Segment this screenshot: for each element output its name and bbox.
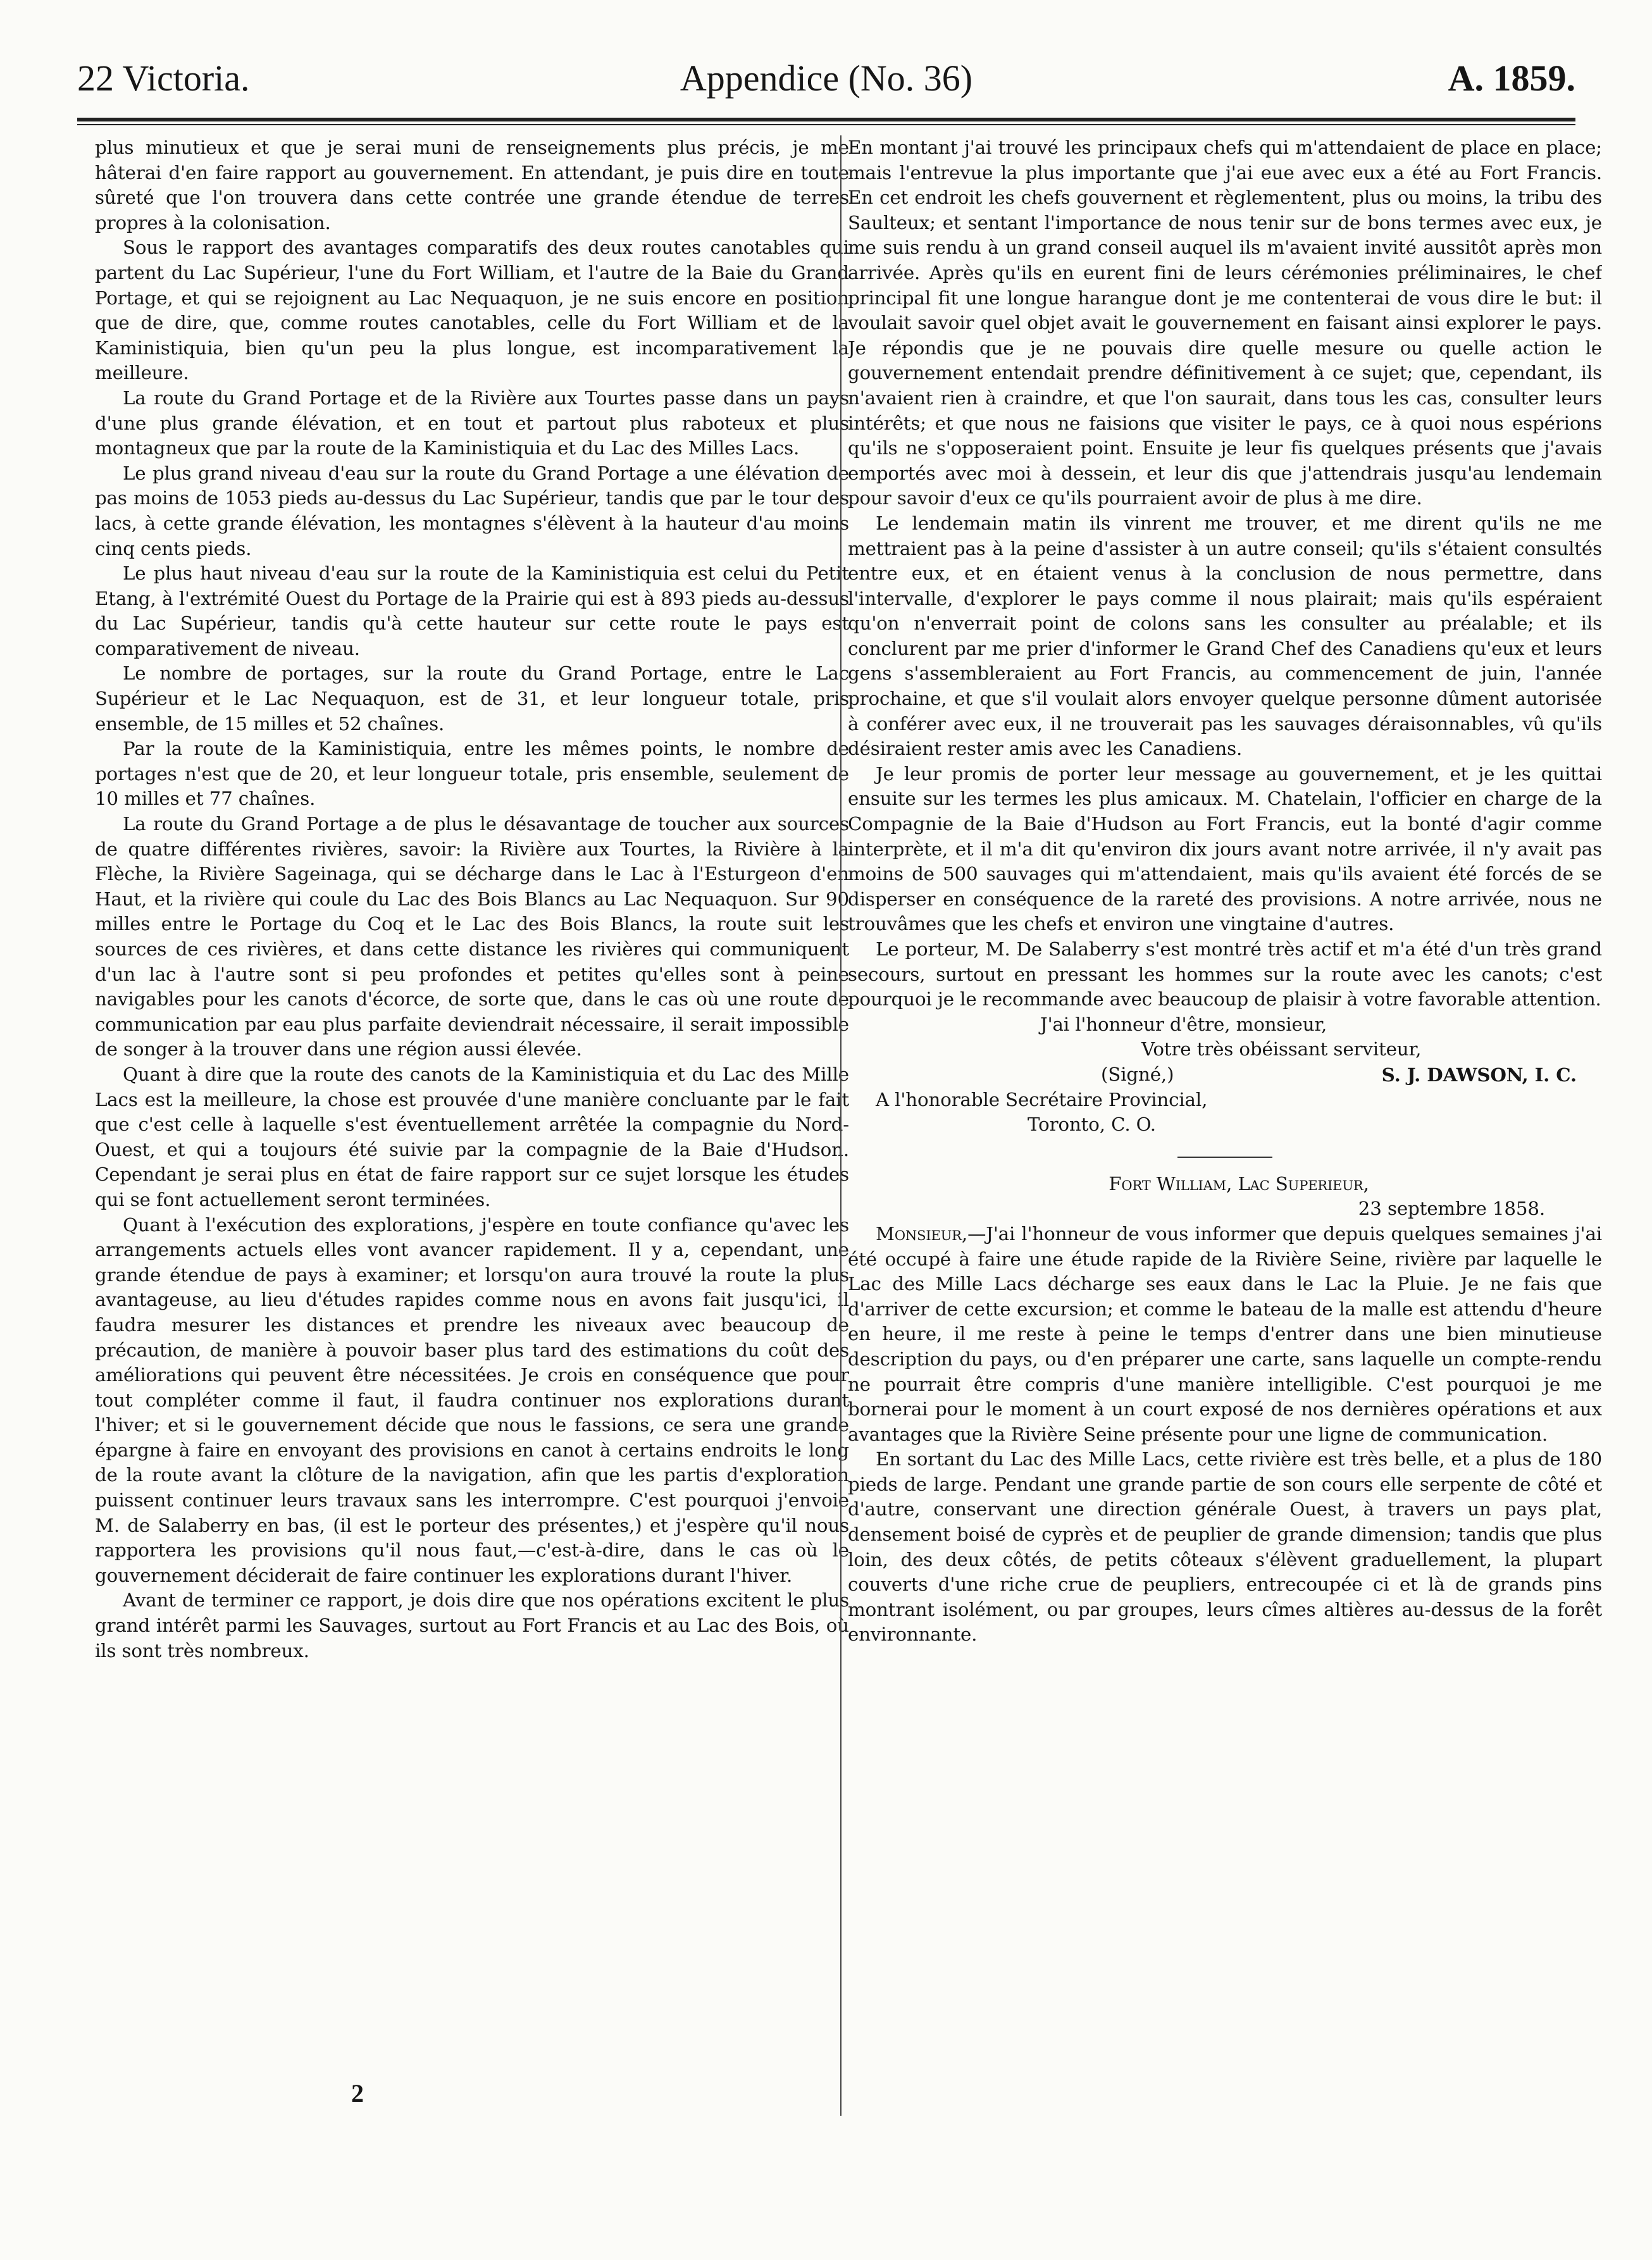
header-session: 22 Victoria. [77, 58, 250, 99]
letter-date: 23 septembre 1858. [1358, 1198, 1545, 1220]
running-header [77, 57, 1575, 108]
paragraph: Quant à dire que la route des canots de la Kaministiquia et du Lac des Mille Lacs est la meilleure, la chose est prouvée d'une manière concluante par le fait que c'est celle à laquelle s'est éventuellement arrêtée la compagnie du Nord-Ouest, et qui a toujours été suivie par la compagnie de la Baie d'Hudson. Cependant je serai plus en état de faire rapport sur ce sujet lorsque les études qui se font actuellement seront terminées. [95, 1063, 849, 1210]
column-divider [840, 135, 842, 2116]
closing-servant: Votre très obéissant serviteur, [1141, 1038, 1422, 1060]
paragraph: plus minutieux et que je serai muni de renseignements plus précis, je me hâterai d'en faire rapport au gouvernement. En attendant, je puis dire en toute sûreté que l'on trouvera dans cette contrée une grande étendue de terres propres à la colonisation. [95, 137, 849, 233]
paragraph: En montant j'ai trouvé les principaux chefs qui m'attendaient de place en place; mais l'entrevue la plus importante que j'ai eue avec eux a été au Fort Francis. En cet endroit les chefs gouvernent et règlementent, plus ou moins, la tribu des Saulteux; et sentant l'importance de nous tenir sur de bons termes avec eux, je me suis rendu à un grand conseil auquel ils m'avaient invité aussitôt après mon arrivée. Après qu'ils en eurent fini de leurs cérémonies préliminaires, le chef principal fit une longue harangue dont je me contenterai de vous dire le but: il voulait savoir quel objet avait le gouvernement en faisant ainsi explorer le pays. Je répondis que je ne pouvais dire quelle mesure ou quelle action le gouvernement entendait prendre définitivement à ce sujet; que, cependant, ils n'avaient rien à craindre, et que l'on saurait, dans tous les cas, consulter leurs intérêts; et que nous ne faisions que visiter le pays, ce à quoi nous espérions qu'ils ne s'opposeraient point. Ensuite je leur fis quelques présents que j'avais emportés avec moi à dessein, et leur dis que j'attendrais jusqu'au lendemain pour savoir d'eux ce qu'ils pourraient avoir de plus à me dire. [848, 137, 1602, 509]
paragraph-text: —J'ai l'honneur de vous informer que depuis quelques semaines j'ai été occupé à faire une étude rapide de la Rivière Seine, rivière par laquelle le Lac des Mille Lacs décharge ses eaux dans le Lac la Pluie. Je ne fais que d'arriver de cette excursion; et comme le bateau de la malle est attendu d'heure en heure, il me reste à peine le temps d'entrer dans une bien minutieuse description du pays, ou d'en préparer une carte, sans laquelle un compte-rendu ne pourrait être compris d'une manière intelligible. C'est pourquoi je me bornerai pour le moment à un court exposé de nos dernières opérations et aux avantages que la Rivière Seine présente pour une ligne de communication. [848, 1222, 1602, 1445]
header-appendix: Appendice (No. 36) [680, 58, 973, 99]
paragraph: Quant à l'exécution des explorations, j'espère en toute confiance qu'avec les arrangements actuels elles vont avancer rapidement. Il y a, cependant, une grande étendue de pays à examiner; et lorsqu'on aura trouvé la route la plus avantageuse, au lieu d'études rapides comme nous en avons fait jusqu'ici, il faudra mesurer les distances et prendre les niveaux avec beaucoup de précaution, de manière à pouvoir baser plus tard des estimations du coût des améliorations qui peuvent être nécessitées. Je crois en conséquence que pour tout compléter comme il faut, il faudra continuer nos explorations durant l'hiver; et si le gouvernement décide que nous le fassions, ce sera une grande épargne à faire en envoyant des provisions en canot à certains endroits le long de la route avant la clôture de la navigation, afin que les partis d'exploration puissent continuer leurs travaux sans les interrompre. C'est pourquoi j'envoie M. de Salaberry en bas, (il est le porteur des présentes,) et j'espère qu'il nous rapportera les provisions qu'il nous faut,—c'est-à-dire, dans le cas où le gouvernement déciderait de faire continuer les explorations durant l'hiver. [95, 1214, 849, 1586]
paragraph: Sous le rapport des avantages comparatifs des deux routes canotables qui partent du Lac Supérieur, l'une du Fort William, et l'autre de la Baie du Grand Portage, et qui se rejoignent au Lac Nequaquon, je ne suis encore en position que de dire, que, comme routes canotables, celle du Fort William et de la Kaministiquia, bien qu'un peu la plus longue, est incomparativement la meilleure. [95, 237, 849, 384]
paragraph: Je leur promis de porter leur message au gouvernement, et je les quittai ensuite sur les termes les plus amicaux. M. Chatelain, l'officier en charge de la Compagnie de la Baie d'Hudson au Fort Francis, eut la bonté d'agir comme interprète, et il m'a dit qu'environ dix jours avant notre arrivée, il n'y avait pas moins de 500 sauvages qui m'attendaient, mais qu'ils avaient été forcés de se disperser en conséquence de la rareté des provisions. A notre arrivée, nous ne trouvâmes que les chefs et environ une vingtaine d'autres. [848, 762, 1602, 935]
paragraph: Le plus haut niveau d'eau sur la route de la Kaministiquia est celui du Petit Etang, à l'extrémité Ouest du Portage de la Prairie qui est à 893 pieds au-dessus du Lac Supérieur, tandis qu'à cette hauteur sur cette route le pays est comparativement de niveau. [95, 562, 849, 659]
page-number: 2 [351, 2079, 364, 2108]
header-double-rule [77, 118, 1575, 125]
paragraph: Avant de terminer ce rapport, je dois dire que nos opérations excitent le plus grand intérêt parmi les Sauvages, surtout au Fort Francis et au Lac des Bois, où ils sont très nombreux. [95, 1589, 849, 1661]
paragraph: En sortant du Lac des Mille Lacs, cette rivière est très belle, et a plus de 180 pieds de large. Pendant une grande partie de son cours elle serpente de côté et d'autre, conservant une direction générale Ouest, à travers un pays plat, densement boisé de cyprès et de peuplier de grande dimension; tandis que plus loin, des deux côtés, de petits côteaux s'élèvent graduellement, la plupart couverts d'une riche crue de peupliers, entrecoupée ci et là de grands pins montrant isolément, ou par groupes, leurs cîmes altières au-dessus de la forêt environnante. [848, 1448, 1602, 1646]
paragraph: La route du Grand Portage a de plus le désavantage de toucher aux sources de quatre différentes rivières, savoir: la Rivière aux Tourtes, la Rivière à la Flèche, la Rivière Sageinaga, qui se décharge dans le Lac à l'Esturgeon d'en Haut, et la rivière qui coule du Lac des Bois Blancs au Lac Nequaquon. Sur 90 milles entre le Portage du Coq et le Lac des Bois Blancs, la route suit les sources de ces rivières, et dans cette distance les rivières qui communiquent d'un lac à l'autre sont si peu profondes et petites qu'elles sont à peine navigables pour les canots d'écorce, de sorte que, dans le cas où une route de communication par eau plus parfaite deviendrait nécessaire, il serait impossible de songer à la trouver dans une région aussi élevée. [95, 813, 849, 1060]
header-year: A. 1859. [1448, 58, 1575, 99]
signed-note: (Signé,) [1101, 1063, 1174, 1085]
paragraph: Le plus grand niveau d'eau sur la route du Grand Portage a une élévation de pas moins de 1053 pieds au-dessus du Lac Supérieur, tandis que par le tour des lacs, à cette grande élévation, les montagnes s'élèvent à la hauteur d'au moins cinq cents pieds. [95, 462, 849, 559]
right-column [848, 135, 1602, 2122]
signature-line [848, 1062, 1602, 1088]
letter-place: Fort William, Lac Superieur, [1109, 1172, 1369, 1195]
left-column [95, 135, 849, 2122]
paragraph [848, 1222, 1602, 1447]
paragraph: Par la route de la Kaministiquia, entre les mêmes points, le nombre de portages n'est que de 20, et leur longueur totale, pris ensemble, seulement de 10 milles et 77 chaînes. [95, 738, 849, 810]
salutation: Monsieur, [876, 1222, 968, 1245]
recipient-city: Toronto, C. O. [1028, 1114, 1156, 1136]
recipient-title: A l'honorable Secrétaire Provincial, [876, 1088, 1208, 1110]
paragraph: Le lendemain matin ils vinrent me trouver, et me dirent qu'ils ne me mettraient pas à la peine d'assister à un autre conseil; qu'ils s'étaient consultés entre eux, et en étaient venus à la conclusion de nous permettre, dans l'intervalle, d'explorer le pays comme il nous plairait; mais qu'ils espéraient qu'on n'enverrait point de colons sans les consulter au préalable; et ils conclurent par me prier d'informer le Grand Chef des Canadiens qu'eux et leurs gens s'assembleraient au Fort Francis, au commencement de juin, l'année prochaine, et que s'il voulait alors envoyer quelque personne dûment autorisée à conférer avec eux, il ne trouverait pas les sauvages déraisonnables, vû qu'ils désiraient rester amis avec les Canadiens. [848, 512, 1602, 760]
closing-honour: J'ai l'honneur d'être, monsieur, [1040, 1013, 1327, 1035]
section-rule [1177, 1157, 1272, 1158]
paragraph: Le nombre de portages, sur la route du Grand Portage, entre le Lac Supérieur et le Lac Nequaquon, est de 31, et leur longueur totale, pris ensemble, de 15 milles et 52 chaînes. [95, 662, 849, 735]
signatory-name: S. J. DAWSON, I. C. [1381, 1063, 1577, 1086]
paragraph: Le porteur, M. De Salaberry s'est montré très actif et m'a été d'un très grand secours, surtout en pressant les hommes sur la route avec les canots; c'est pourquoi je le recommande avec beaucoup de plaisir à votre favorable attention. [848, 938, 1602, 1010]
paragraph: La route du Grand Portage et de la Rivière aux Tourtes passe dans un pays d'une plus grande élévation, et en tout et partout plus raboteux et plus montagneux que par la route de la Kaministiquia et du Lac des Milles Lacs. [95, 387, 849, 459]
